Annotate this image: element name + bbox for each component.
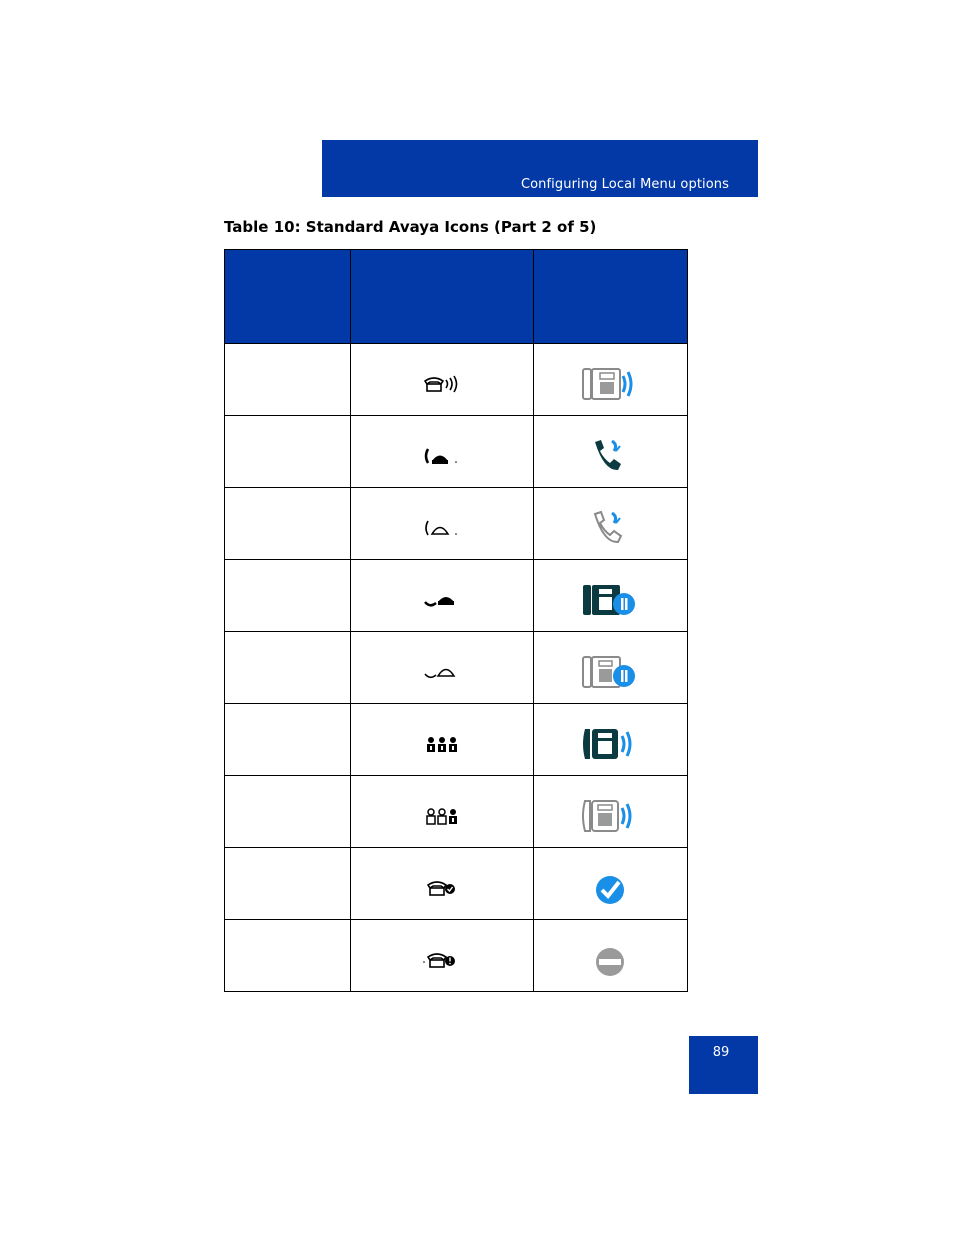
desk-phone-hold-icon	[580, 582, 640, 618]
page-number: 89	[712, 1045, 730, 1060]
header-cell-description	[225, 250, 351, 344]
mono-icon-cell	[351, 704, 533, 776]
description-cell	[225, 704, 351, 776]
desk-phone-dark-ringing-icon	[580, 726, 640, 762]
table-title: Table 10: Standard Avaya Icons (Part 2 of 5)	[224, 218, 597, 236]
header-cell-color-icon	[533, 250, 687, 344]
handset-active-icon	[590, 437, 630, 475]
header-band	[322, 140, 758, 197]
desk-phone-ringing-icon	[580, 366, 640, 402]
table-row	[225, 776, 688, 848]
color-icon-cell	[533, 776, 687, 848]
mono-icon-cell	[351, 560, 533, 632]
table-row	[225, 344, 688, 416]
handset-outline-active-icon	[590, 509, 630, 547]
handset-offhook-outline-icon	[422, 518, 462, 538]
mono-icon-cell	[351, 920, 533, 992]
description-cell	[225, 848, 351, 920]
color-icon-cell	[533, 920, 687, 992]
description-cell	[225, 416, 351, 488]
phone-alert-icon	[422, 950, 462, 970]
color-icon-cell	[533, 848, 687, 920]
color-icon-cell	[533, 560, 687, 632]
conference-outline-icon	[422, 806, 462, 826]
color-icon-cell	[533, 632, 687, 704]
check-badge-icon	[590, 870, 630, 906]
mono-icon-cell	[351, 344, 533, 416]
color-icon-cell	[533, 344, 687, 416]
description-cell	[225, 560, 351, 632]
mono-icon-cell	[351, 488, 533, 560]
table-row	[225, 848, 688, 920]
mono-icon-cell	[351, 416, 533, 488]
description-cell	[225, 344, 351, 416]
page-number-box	[689, 1036, 758, 1094]
table-row	[225, 560, 688, 632]
table-row	[225, 488, 688, 560]
handset-onhook-filled-icon	[422, 590, 462, 610]
description-cell	[225, 632, 351, 704]
icons-table	[224, 249, 688, 992]
table-row	[225, 704, 688, 776]
table-row	[225, 632, 688, 704]
description-cell	[225, 776, 351, 848]
phone-check-icon	[422, 878, 462, 898]
table-header-row	[225, 250, 688, 344]
desk-phone-outline-ringing-icon	[580, 798, 640, 834]
description-cell	[225, 920, 351, 992]
handset-onhook-outline-icon	[422, 662, 462, 682]
conference-filled-icon	[422, 734, 462, 754]
description-cell	[225, 488, 351, 560]
desk-phone-hold-outline-icon	[580, 654, 640, 690]
table-row	[225, 920, 688, 992]
section-title: Configuring Local Menu options	[520, 177, 729, 192]
header-cell-mono-icon	[351, 250, 533, 344]
telephone-ringing-icon	[422, 374, 462, 394]
mono-icon-cell	[351, 632, 533, 704]
do-not-enter-icon	[590, 942, 630, 978]
color-icon-cell	[533, 488, 687, 560]
color-icon-cell	[533, 704, 687, 776]
color-icon-cell	[533, 416, 687, 488]
table-row	[225, 416, 688, 488]
handset-offhook-filled-icon	[422, 446, 462, 466]
mono-icon-cell	[351, 776, 533, 848]
mono-icon-cell	[351, 848, 533, 920]
